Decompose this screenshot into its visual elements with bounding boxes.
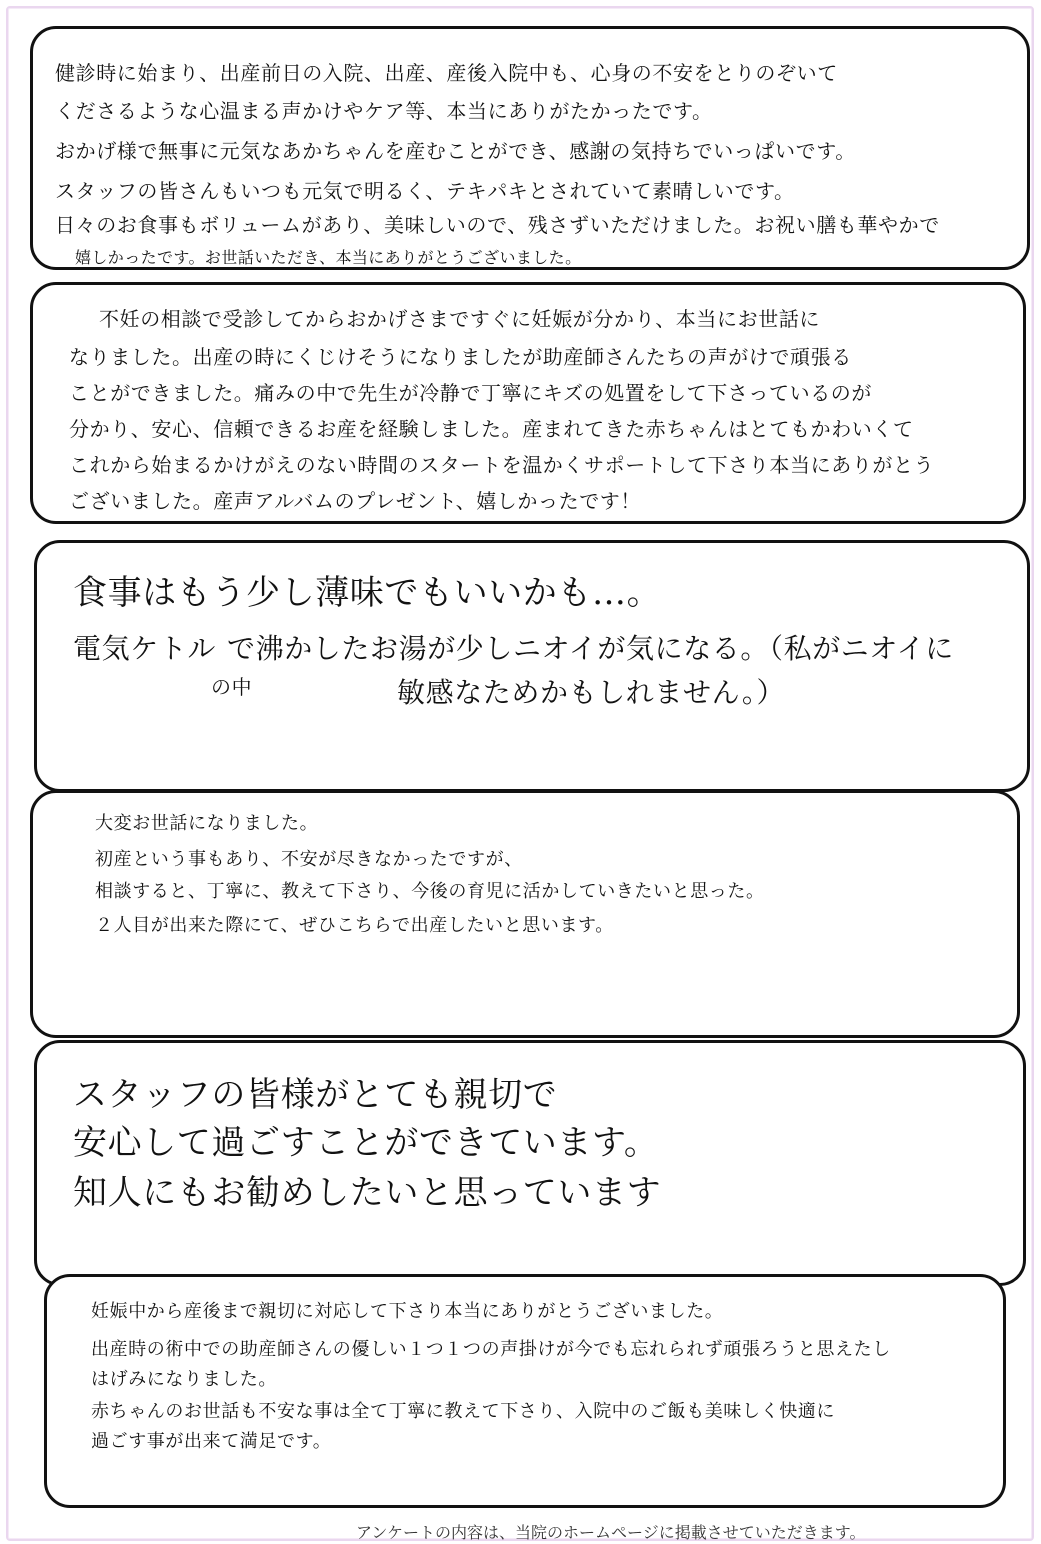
comment-line: スタッフの皆様がとても親切で (73, 1075, 558, 1115)
comment-line: ございました。産声アルバムのプレゼント、嬉しかったです！ (69, 489, 641, 513)
comment-card-3 (34, 540, 1030, 792)
comment-card-6 (44, 1274, 1006, 1508)
comment-line: 妊娠中から産後まで親切に対応して下さり本当にありがとうございました。 (91, 1301, 724, 1322)
comment-line: ２人目が出来た際にて、ぜひこちらで出産したいと思います。 (95, 915, 614, 936)
comment-line-part: 電気ケトル (73, 632, 217, 665)
comment-line: 大変お世話になりました。 (95, 813, 319, 834)
comment-card-2 (30, 282, 1026, 524)
comment-line: 初産という事もあり、不安が尽きなかったですが、 (95, 849, 523, 870)
comment-line: 出産時の術中での助産師さんの優しい１つ１つの声掛けが今でも忘れられず頑張ろうと思えたし (91, 1339, 891, 1360)
comment-line: これから始まるかけがえのない時間のスタートを温かくサポートして下さり本当にありがとう (69, 453, 935, 477)
comment-line: 相談すると、丁寧に、教えて下さり、今後の育児に活かしていきたいと思った。 (95, 881, 765, 902)
comment-card-4 (30, 790, 1020, 1038)
comment-line: なりました。出産の時にくじけそうになりましたが助産師さんたちの声がけで頑張る (69, 345, 852, 369)
comment-line: 不妊の相談で受診してからおかげさまですぐに妊娠が分かり、本当にお世話に (99, 307, 820, 331)
comment-line: はげみになりました。 (91, 1369, 277, 1390)
comment-line: 過ごす事が出来て満足です。 (91, 1431, 332, 1452)
comment-card-1 (30, 26, 1030, 270)
inserted-annotation: の中 (211, 675, 253, 699)
comment-line: スタッフの皆さんもいつも元気で明るく、テキパキとされていて素晴しいです。 (55, 179, 795, 203)
comment-line: 敏感なためかもしれません。） (397, 676, 786, 709)
comment-line: おかげ様で無事に元気なあかちゃんを産むことができ、感謝の気持ちでいっぱいです。 (55, 139, 856, 163)
comment-line: ことができました。痛みの中で先生が冷静で丁寧にキズの処置をして下さっているのが (69, 381, 872, 405)
comment-line: 赤ちゃんのお世話も不安な事は全て丁寧に教えて下さり、入院中のご飯も美味しく快適に (91, 1401, 835, 1422)
comment-card-5 (34, 1040, 1026, 1286)
comment-line: 嬉しかったです。お世話いただき、本当にありがとうございました。 (75, 248, 582, 267)
comment-line: 食事はもう少し薄味でもいいかも…。 (73, 573, 662, 613)
comment-line: 分かり、安心、信頼できるお産を経験しました。産まれてきた赤ちゃんはとてもかわいくて (69, 417, 914, 441)
comment-line: 日々のお食事もボリュームがあり、美味しいので、残さずいただけました。お祝い膳も華やかで (55, 213, 940, 237)
comment-line: 安心して過ごすことができています。 (73, 1123, 659, 1163)
footer-note: アンケートの内容は、当院のホームページに掲載させていただきます。 (356, 1525, 866, 1542)
comment-line: 知人にもお勧めしたいと思っています (73, 1173, 662, 1213)
comment-line: くださるような心温まる声かけやケア等、本当にありがたかったです。 (55, 99, 713, 123)
comment-line: 健診時に始まり、出産前日の入院、出産、産後入院中も、心身の不安をとりのぞいて (55, 61, 838, 85)
comment-line-part: で沸かしたお湯が少しニオイが気になる。（私がニオイに (227, 632, 954, 665)
